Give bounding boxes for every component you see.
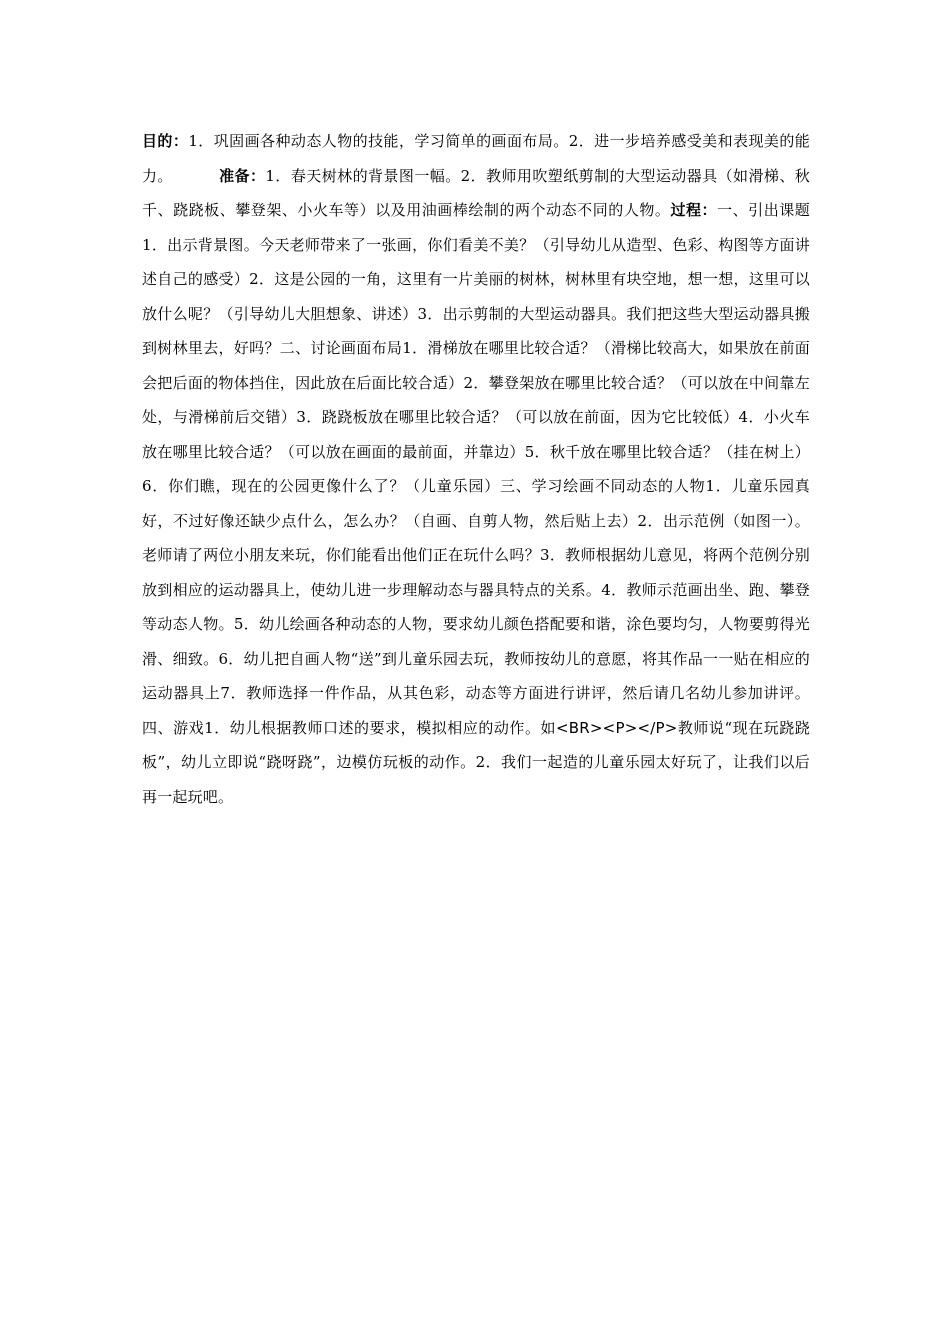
goal-label: 目的： xyxy=(142,132,189,150)
raw-html-tags: <BR><P></P> xyxy=(556,718,678,737)
process-text: 一、引出课题1．出示背景图。今天老师带来了一张画，你们看美不美？（引导幼儿从造型、色彩、构图等方面讲述自己的感受）2．这是公园的一角，这里有一片美丽的树林，树林里有块空地，想一想，这里可以放什么呢？（引导幼儿大胆想象、讲述）3．出示剪制的大型运动器具。我们把这些大型运动器具搬到树林里去，好吗？二、讨论画面布局1．滑梯放在哪里比较合适？（滑梯比较高大，如果放在前面会把后面的物体挡住，因此放在后面比较合适）2．攀登架放在哪里比较合适？（可以放在中间靠左处，与滑梯前后交错）3．跷跷板放在哪里比较合适？（可以放在前面，因为它比较低）4．小火车放在哪里比较合适？（可以放在画面的最前面，并靠边）5．秋千放在哪里比较合适？（挂在树上）6．你们瞧，现在的公园更像什么了？（儿童乐园）三、学习绘画不同动态的人物1．儿童乐园真好，不过好像还缺少点什么，怎么办？（自画、自剪人物，然后贴上去）2．出示范例（如图一）。老师请了两位小朋友来玩，你们能看出他们正在玩什么吗？3．教师根据幼儿意见，将两个范例分别放到相应的运动器具上，使幼儿进一步理解动态与器具特点的关系。4．教师示范画出坐、跑、攀登等动态人物。5．幼儿绘画各种动态的人物，要求幼儿颜色搭配要和谐，涂色要均匀，人物要剪得光滑、细致。6．幼儿把自画人物“送”到儿童乐园去玩，教师按幼儿的意愿，将其作品一一贴在相应的运动器具上7．教师选择一件作品，从其色彩，动态等方面进行讲评，然后请几名幼儿参加讲评。四、游戏1．幼儿根据教师口述的要求，模拟相应的动作。如 xyxy=(142,201,811,737)
prep-label: 准备： xyxy=(218,166,266,185)
process-label: 过程： xyxy=(670,201,718,219)
process-text-continued: 教师说“现在玩跷跷板”，幼儿立即说“跷呀跷”，边模仿玩板的动作。2．我们一起造的儿童乐园太好玩了，让我们以后再一起玩吧。 xyxy=(142,718,810,806)
document-body xyxy=(142,124,810,814)
goal-text: 1．巩固画各种动态人物的技能，学习简单的画面布局。2．进一步培养感受美和表现美的能力。 xyxy=(142,132,810,185)
prep-text: 1．春天树林的背景图一幅。2．教师用吹塑纸剪制的大型运动器具（如滑梯、秋千、跷跷板、攀登架、小火车等）以及用油画棒绘制的两个动态不同的人物。 xyxy=(142,166,810,219)
